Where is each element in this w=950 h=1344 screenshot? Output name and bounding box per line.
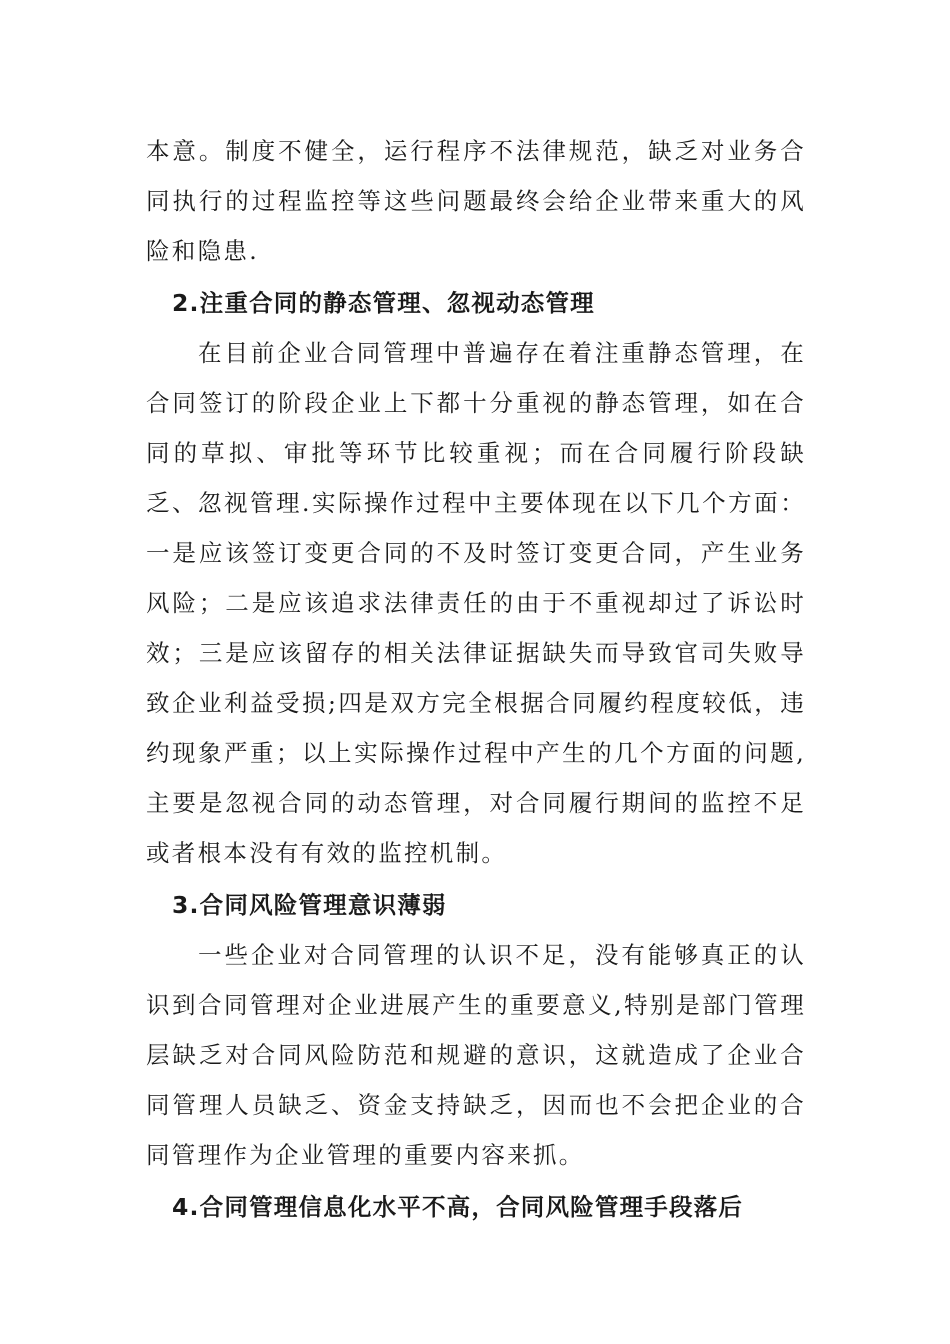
section-heading-3: 3.合同风险管理意识薄弱 <box>172 891 447 919</box>
section-heading-4: 4.合同管理信息化水平不高，合同风险管理手段落后 <box>172 1193 744 1221</box>
paragraph-static-management: 在目前企业合同管理中普遍存在着注重静态管理，在合同签订的阶段企业上下都十分重视的静态管理，如在合同的草拟、审批等环节比较重视；而在合同履行阶段缺乏、忽视管理.实际操作过程中主要体现在以下几个方面：一是应该签订变更合同的不及时签订变更合同，产生业务风险；二是应该追求法律责任的由于不重视却过了诉讼时效；三是应该留存的相关法律证据缺失而导致官司失败导致企业利益受损;四是双方完全根据合同履约程度较低，违约现象严重；以上实际操作过程中产生的几个方面的问题,主要是忽视合同的动态管理，对合同履行期间的监控不足或者根本没有有效的监控机制。 <box>146 339 806 867</box>
section-heading-2: 2.注重合同的静态管理、忽视动态管理 <box>172 289 595 317</box>
document-body <box>146 126 806 1232</box>
paragraph-continuation: 本意。制度不健全，运行程序不法律规范，缺乏对业务合同执行的过程监控等这些问题最终会给企业带来重大的风险和隐患. <box>146 137 806 265</box>
paragraph-risk-awareness: 一些企业对合同管理的认识不足，没有能够真正的认识到合同管理对企业进展产生的重要意义,特别是部门管理层缺乏对合同风险防范和规避的意识，这就造成了企业合同管理人员缺乏、资金支持缺乏，因而也不会把企业的合同管理作为企业管理的重要内容来抓。 <box>146 941 806 1169</box>
